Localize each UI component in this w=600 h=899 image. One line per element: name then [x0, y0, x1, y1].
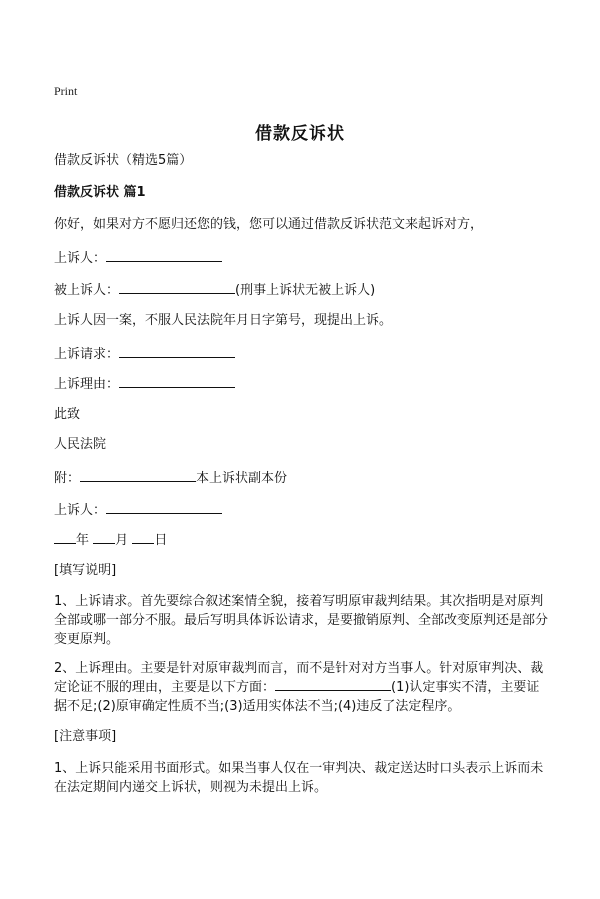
attachment-row	[54, 469, 287, 487]
respectfully: 此致	[54, 407, 81, 422]
appellee-row	[54, 281, 375, 299]
instructions-heading: [填写说明]	[54, 563, 117, 578]
reason-label: 上诉理由：	[54, 377, 120, 392]
date-month: 月	[115, 533, 129, 548]
reason-row	[54, 375, 235, 393]
instruction-1: 1、上诉请求。首先要综合叙述案情全貌，接着写明原审裁判结果。其次指明是对原判全部或哪一部分不服。最后写明具体诉讼请求，是要撤销原判、全部改变原判还是部分变更原判。	[54, 594, 549, 647]
intro-text: 你好，如果对方不愿归还您的钱，您可以通过借款反诉状范文来起诉对方，	[54, 217, 484, 232]
appellant-blank	[106, 249, 222, 262]
instruction-2-text: 2、上诉理由。主要是针对原审裁判而言，而不是针对对方当事人。针对原审判决、裁定论证不服的理由，主要是以下方面：	[54, 661, 544, 695]
appellant-label-2: 上诉人：	[54, 503, 107, 518]
appellee-note: (刑事上诉状无被上诉人)	[235, 283, 376, 298]
attachment-blank	[80, 469, 196, 482]
date-day: 日	[154, 533, 168, 548]
page-title: 借款反诉状	[255, 124, 345, 144]
request-blank	[119, 345, 235, 358]
month-blank	[93, 531, 115, 544]
day-blank	[132, 531, 154, 544]
instruction-2-blank	[275, 678, 391, 691]
reason-blank	[119, 375, 235, 388]
attachment-label: 附：	[54, 471, 81, 486]
appellant-row	[54, 249, 222, 267]
request-label: 上诉请求：	[54, 347, 120, 362]
instruction-2	[54, 659, 550, 716]
appellee-label: 被上诉人：	[54, 283, 120, 298]
appellant-row-2	[54, 501, 222, 519]
year-blank	[54, 531, 76, 544]
date-year: 年	[76, 533, 90, 548]
appellant-blank-2	[106, 501, 222, 514]
attachment-note: 本上诉状副本份	[196, 471, 288, 486]
court: 人民法院	[54, 437, 107, 452]
instruction-2-items: (1)认定事实不清，主要证据不足;(2)原审确定性质不当;(3)适用实体法不当;(4)违反了法定程序。	[54, 680, 540, 714]
subtitle: 借款反诉状（精选5篇）	[54, 153, 193, 168]
date-row	[54, 531, 167, 549]
request-row	[54, 345, 235, 363]
section-heading: 借款反诉状 篇1	[54, 185, 146, 200]
appellant-label: 上诉人：	[54, 251, 107, 266]
notes-heading: [注意事项]	[54, 729, 117, 744]
print-label: Print	[54, 84, 78, 98]
case-line: 上诉人因一案，不服人民法院年月日字第号，现提出上诉。	[54, 313, 393, 328]
appellee-blank	[119, 281, 235, 294]
note-1: 1、上诉只能采用书面形式。如果当事人仅在一审判决、裁定送达时口头表示上诉而未在法定期间内递交上诉状，则视为未提出上诉。	[54, 761, 544, 795]
